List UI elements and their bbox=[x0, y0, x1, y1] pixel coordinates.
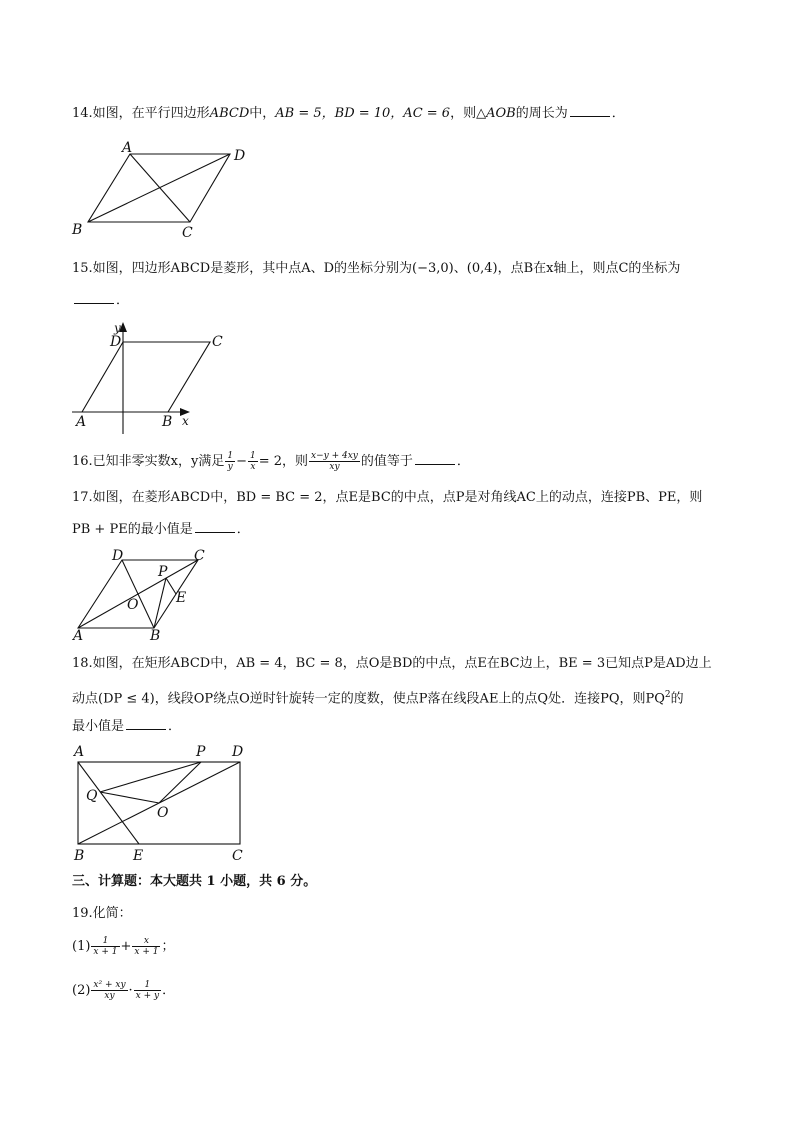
q17-line1: 17.如图，在菱形ABCD中，BD = BC = 2，点E是BC的中点，点P是对角线AC上的动点，连接PB、PE，则 bbox=[72, 490, 703, 505]
svg-text:C: C bbox=[232, 848, 243, 864]
svg-text:C: C bbox=[212, 334, 223, 350]
q18-line3: 最小值是 ． bbox=[72, 719, 182, 734]
q18-line2: 动点(DP ≤ 4)，线段OP绕点O逆时针旋转一定的度数，使点P落在线段AE上的点Q处．连接PQ，则$PQ^2$的 bbox=[72, 690, 684, 707]
fraction: $\frac{1}{x}$ bbox=[250, 451, 256, 472]
fraction: $\frac{x-y + 4xy}{xy}$ bbox=[311, 451, 358, 472]
svg-text:D: D bbox=[110, 334, 122, 350]
q19-part2: (2) $\frac{\text{x² + xy}}{xy}$ · $\frac{1}{x + y}$ ． bbox=[72, 980, 176, 1001]
svg-text:A: A bbox=[74, 744, 85, 760]
svg-text:B: B bbox=[72, 222, 83, 238]
q18-figure bbox=[70, 742, 250, 866]
fraction: $\frac{\text{x² + xy}}{xy}$ bbox=[93, 980, 126, 1001]
q15-line1: 15.如图，四边形ABCD是菱形，其中点A、D的坐标分别为(−3,0)、(0,4)，点B在x轴上，则点C的坐标为 bbox=[72, 261, 681, 276]
svg-text:B: B bbox=[74, 848, 85, 864]
q19-title: 19.化简： bbox=[72, 906, 132, 921]
q17-line2: PB + PE的最小值是 ． bbox=[72, 522, 250, 537]
q18-line1: 18.如图，在矩形ABCD中，AB = 4，BC = 8，点O是BD的中点，点E在BC边上，BE = 3已知点P是AD边上 bbox=[72, 656, 712, 671]
answer-blank bbox=[195, 520, 235, 533]
svg-text:A: A bbox=[122, 140, 133, 156]
answer-blank bbox=[74, 291, 114, 304]
svg-text:D: D bbox=[234, 148, 246, 164]
svg-text:Q: Q bbox=[86, 788, 98, 804]
answer-blank bbox=[415, 452, 455, 465]
answer-blank bbox=[126, 717, 166, 730]
svg-text:C: C bbox=[194, 548, 205, 564]
svg-text:B: B bbox=[162, 414, 173, 430]
fraction: $\frac{1}{x + 1}$ bbox=[93, 936, 118, 957]
svg-text:C: C bbox=[182, 225, 193, 241]
svg-text:P: P bbox=[158, 564, 168, 580]
svg-text:x: x bbox=[182, 414, 189, 428]
svg-text:A: A bbox=[76, 414, 87, 430]
answer-blank bbox=[570, 104, 610, 117]
q14-figure bbox=[66, 138, 256, 242]
fraction: $\frac{1}{x + y}$ bbox=[135, 980, 160, 1001]
q14-text: 14.如图，在平行四边形ABCD中，AB = 5，BD = 10，AC = 6，则△AOB的周长为 ． bbox=[72, 106, 625, 121]
fraction: $\frac{1}{y}$ bbox=[227, 451, 234, 472]
svg-text:E: E bbox=[176, 590, 187, 606]
svg-text:D: D bbox=[232, 744, 244, 760]
q15-line2: ． bbox=[72, 291, 129, 310]
q15-figure bbox=[72, 318, 232, 436]
section-heading: 三、计算题：本大题共 1 小题，共 6 分。 bbox=[72, 874, 317, 889]
q17-figure bbox=[70, 546, 220, 644]
svg-text:A: A bbox=[73, 628, 84, 644]
svg-text:D: D bbox=[112, 548, 124, 564]
svg-text:B: B bbox=[150, 628, 161, 644]
svg-text:P: P bbox=[196, 744, 206, 760]
svg-text:O: O bbox=[157, 805, 169, 821]
q19-part1: (1) $\frac{1}{x + 1}$ + $\frac{x}{x + 1}$ ； bbox=[72, 936, 175, 957]
svg-text:O: O bbox=[127, 597, 139, 613]
svg-text:E: E bbox=[133, 848, 144, 864]
svg-text:y: y bbox=[114, 321, 121, 335]
fraction: $\frac{x}{x + 1}$ bbox=[134, 936, 159, 957]
q16-text: 16.已知非零实数x，y满足 $\frac{1}{y}$ − $\frac{1}{x}$ = 2，则 $\frac{x-y + 4xy}{xy}$ 的值等于 ． bbox=[72, 451, 470, 472]
